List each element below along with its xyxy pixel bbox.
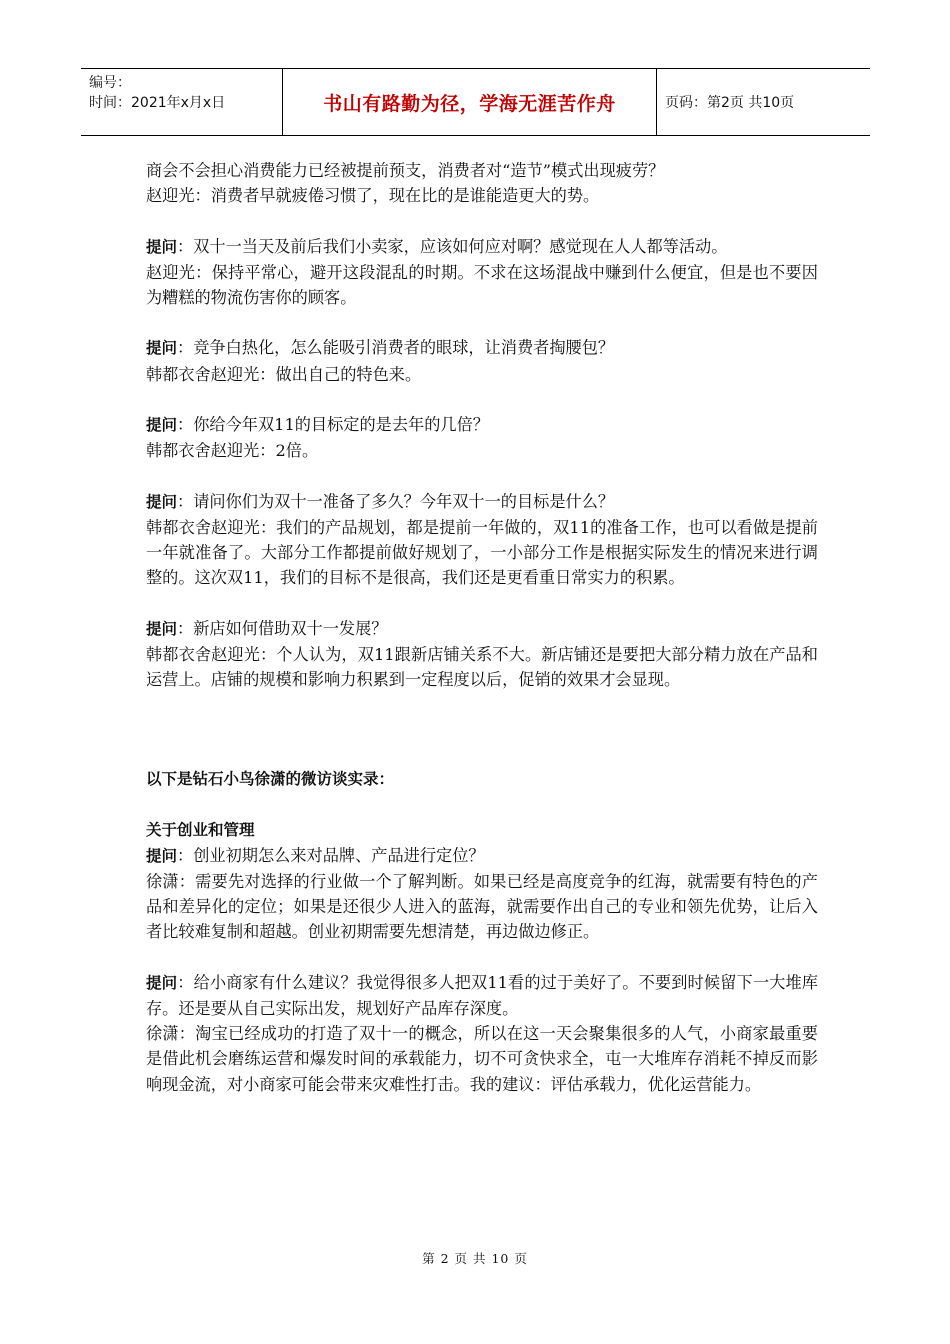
answer: 韩都衣舍赵迎光：做出自己的特色来。 xyxy=(146,364,422,384)
question xyxy=(146,489,818,515)
question-label: 提问 xyxy=(146,339,178,358)
question xyxy=(146,234,818,260)
answer: 赵迎光：保持平常心，避开这段混乱的时期。不求在这场混战中赚到什么便宜，但是也不要因为糟糕的物流伤害你的顾客。 xyxy=(146,262,818,307)
answer: 韩都衣舍赵迎光：2倍。 xyxy=(146,441,319,461)
doc-code-label: 编号： xyxy=(89,75,131,91)
question xyxy=(146,970,818,1021)
question-label: 提问 xyxy=(146,846,178,865)
question-text: ：你给今年双11的目标定的是去年的几倍？ xyxy=(177,414,489,434)
question-label: 提问 xyxy=(146,619,178,638)
question-text: ：新店如何借助双十一发展？ xyxy=(177,618,388,638)
answer: 韩都衣舍赵迎光：个人认为，双11跟新店铺关系不大。新店铺还是要把大部分精力放在产品和运营上。店铺的规模和影响力积累到一定程度以后，促销的效果才会显现。 xyxy=(146,644,818,689)
subsection-title: 关于创业和管理 xyxy=(146,820,255,839)
question-text: ：双十一当天及前后我们小卖家，应该如何应对啊？感觉现在人人都等活动。 xyxy=(177,236,728,256)
header-left-cell xyxy=(81,69,282,135)
document-body xyxy=(146,158,818,1097)
question-label: 提问 xyxy=(146,973,178,992)
paragraph: 商会不会担心消费能力已经被提前预支，消费者对“造节”模式出现疲劳？ xyxy=(146,161,665,180)
section-title: 以下是钻石小鸟徐潇的微访谈实录： xyxy=(146,770,395,789)
page-footer: 第 2 页 共 10 页 xyxy=(422,1251,528,1266)
doc-date: 时间：2021年x月x日 xyxy=(89,95,226,111)
question xyxy=(146,412,818,438)
header-table xyxy=(81,68,870,136)
question-text: ：竞争白热化，怎么能吸引消费者的眼球，让消费者掏腰包？ xyxy=(177,338,615,358)
answer: 韩都衣舍赵迎光：我们的产品规划，都是提前一年做的，双11的准备工作，也可以看做是提前一年就准备了。大部分工作都提前做好规划了，一小部分工作是根据实际发生的情况来进行调整的。这次双11，我们的目标不是很高，我们还是更看重日常实力的积累。 xyxy=(146,517,818,588)
question-text: ：创业初期怎么来对品牌、产品进行定位？ xyxy=(177,845,485,865)
question-text: ：请问你们为双十一准备了多久？今年双十一的目标是什么？ xyxy=(177,491,615,511)
question xyxy=(146,335,818,361)
answer: 徐潇：淘宝已经成功的打造了双十一的概念，所以在这一天会聚集很多的人气，小商家最重要是借此机会磨练运营和爆发时间的承载能力，切不可贪快求全，屯一大堆库存消耗不掉反而影响现金流，对小商家可能会带来灾难性打击。我的建议：评估承载力，优化运营能力。 xyxy=(146,1024,818,1094)
answer: 徐潇：需要先对选择的行业做一个了解判断。如果已经是高度竞争的红海，就需要有特色的产品和差异化的定位；如果是还很少人进入的蓝海，就需要作出自己的专业和领先优势，让后入者比较难复制和超越。创业初期需要先想清楚，再边做边修正。 xyxy=(146,871,818,942)
question xyxy=(146,616,818,642)
question-label: 提问 xyxy=(146,415,178,434)
question-label: 提问 xyxy=(146,492,178,511)
header-motto: 书山有路勤为径，学海无涯苦作舟 xyxy=(282,69,657,135)
header-page-info: 页码：第2页 共10页 xyxy=(665,95,795,111)
question-text: ：给小商家有什么建议？我觉得很多人把双11看的过于美好了。不要到时候留下一大堆库存。还是要从自己实际出发，规划好产品库存深度。 xyxy=(146,972,818,1018)
question xyxy=(146,843,818,869)
answer: 赵迎光：消费者早就疲倦习惯了，现在比的是谁能造更大的势。 xyxy=(146,186,600,206)
question-label: 提问 xyxy=(146,237,178,256)
